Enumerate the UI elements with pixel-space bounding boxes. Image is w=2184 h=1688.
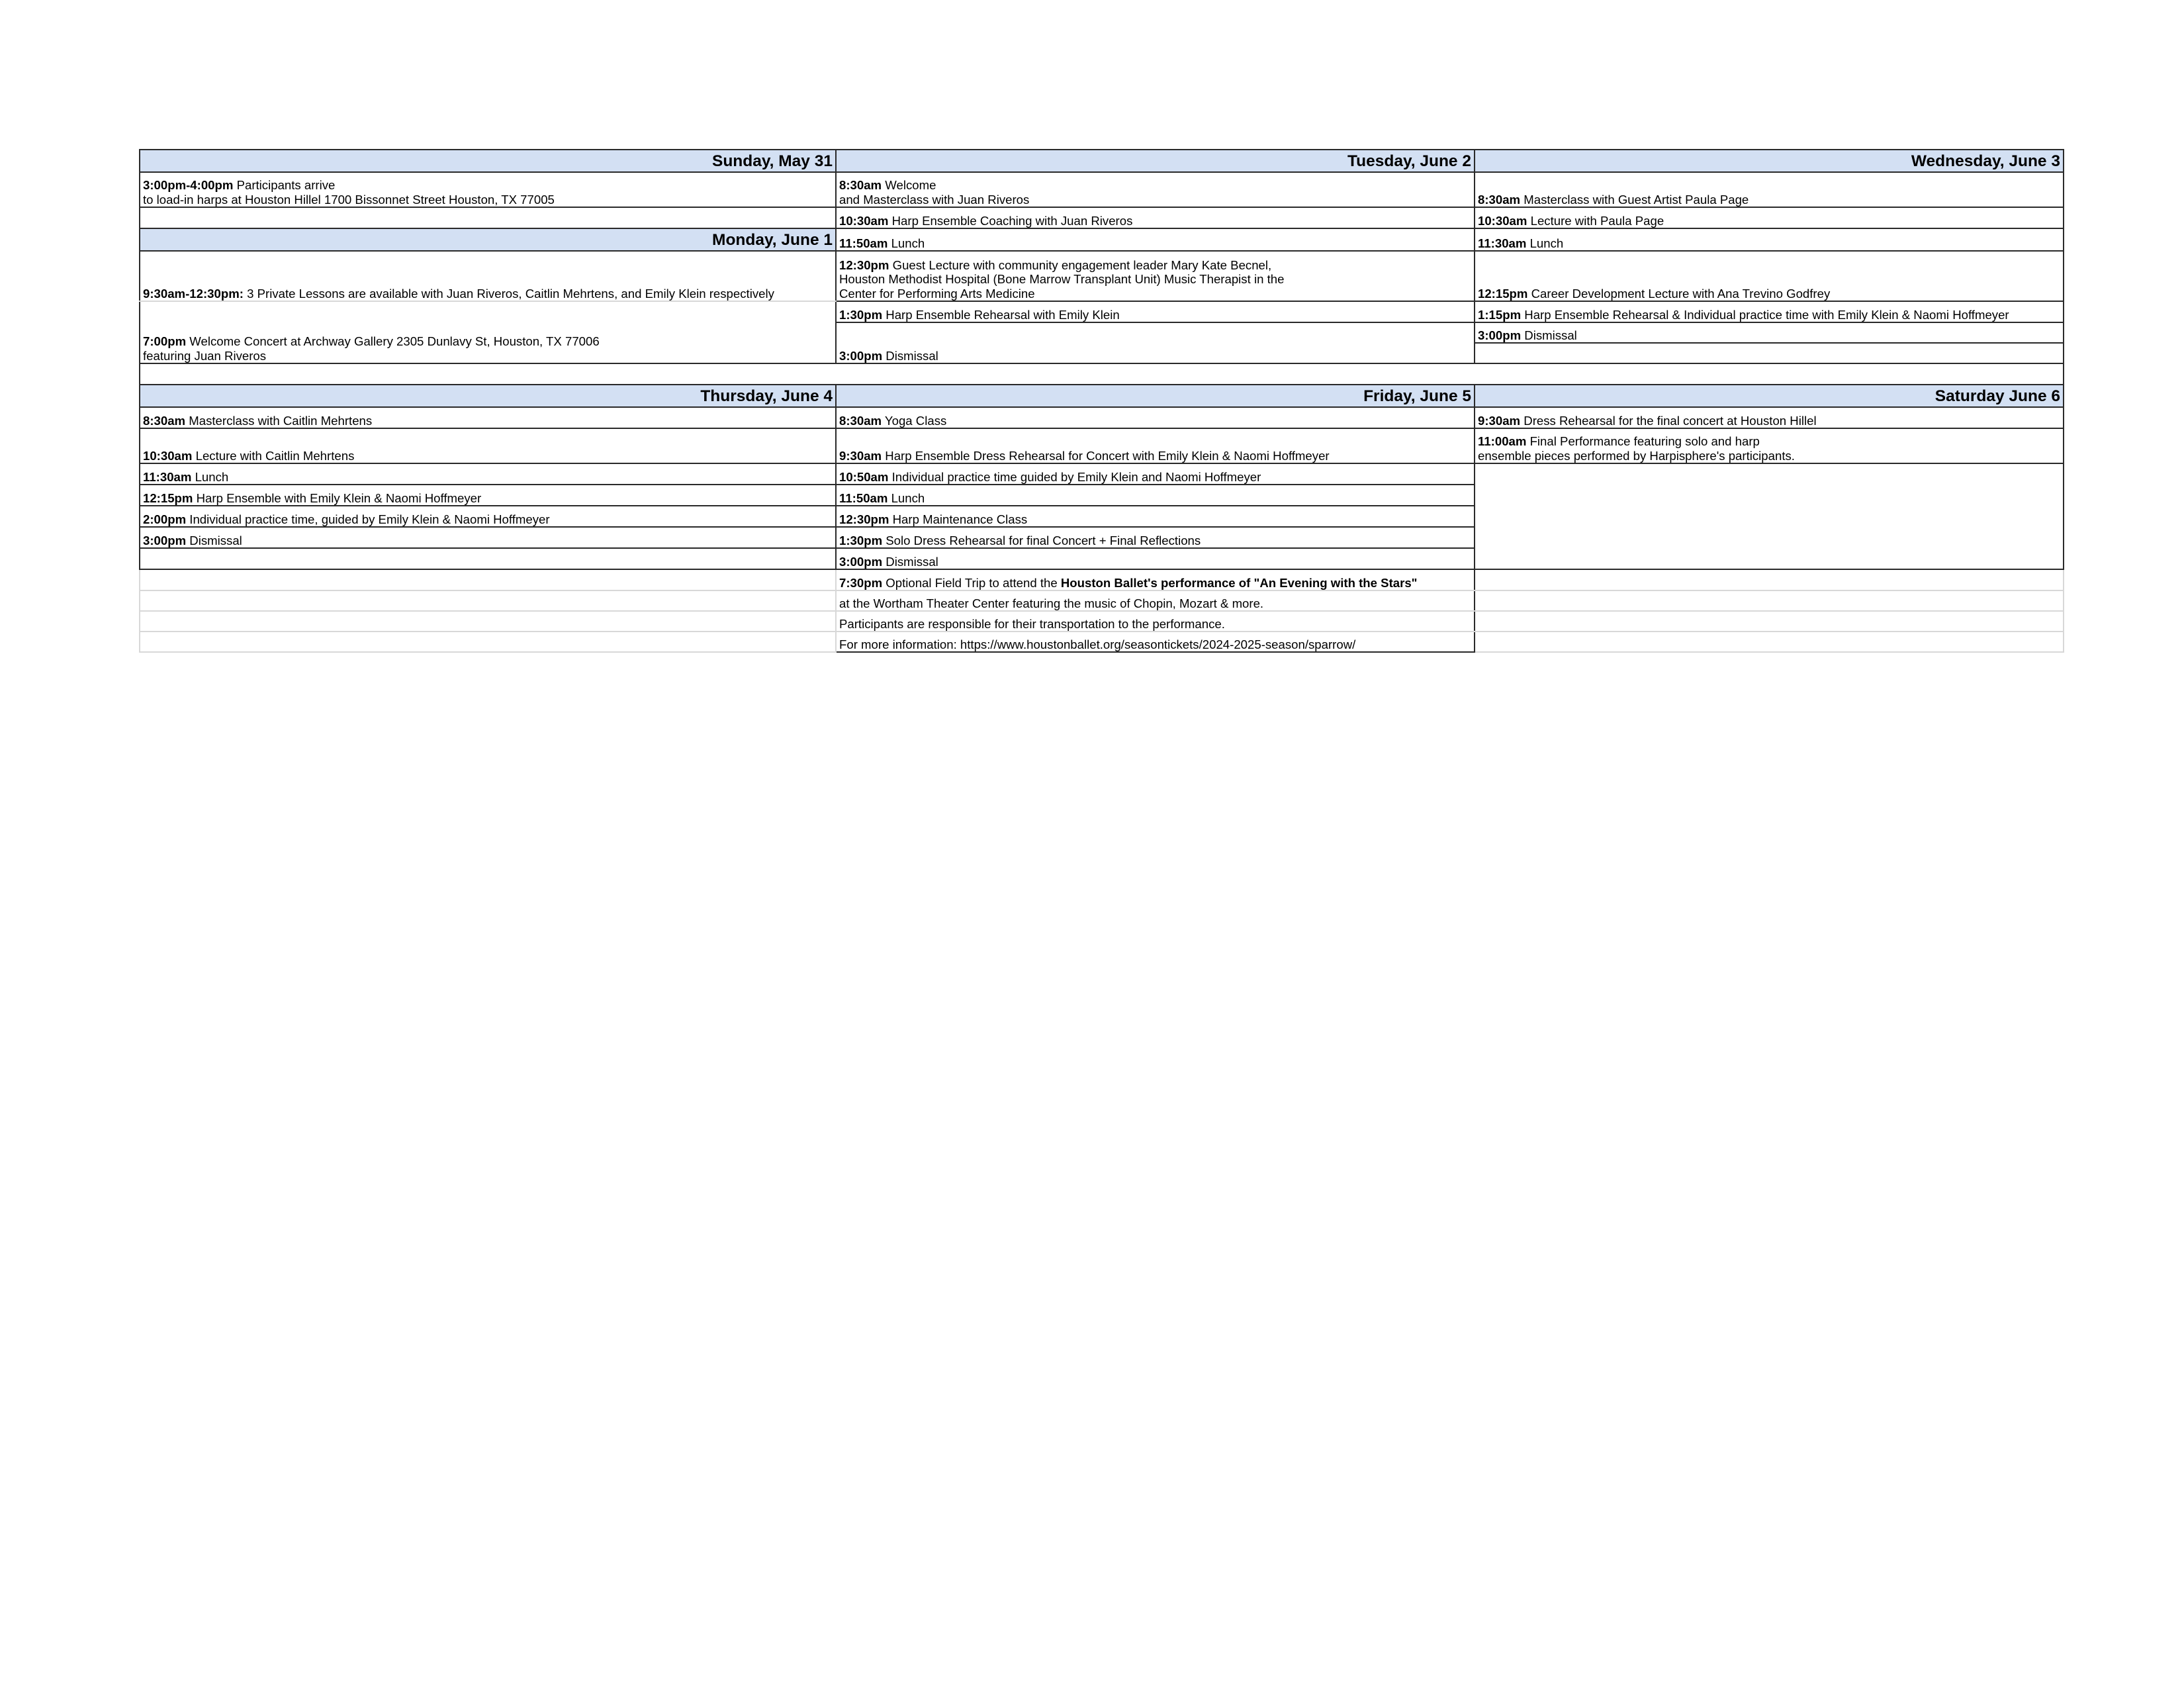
cell-monday-lessons: 9:30am-12:30pm: 3 Private Lessons are available with Juan Riveros, Caitlin Mehrtens, and Emily Klein respectively xyxy=(140,251,836,301)
cell-wednesday-masterclass: 8:30am Masterclass with Guest Artist Paula Page xyxy=(1475,172,2064,207)
cell-sunday-empty xyxy=(140,207,836,228)
time: 8:30am xyxy=(1478,192,1521,207)
cell-wednesday-dismissal: 3:00pm Dismissal xyxy=(1475,322,2064,343)
spacer-row xyxy=(140,363,2064,385)
time: 10:50am xyxy=(839,469,889,484)
time: 3:00pm-4:00pm xyxy=(143,178,234,192)
cell-friday-field-trip: 7:30pm Optional Field Trip to attend the Houston Ballet's performance of "An Evening with the Stars" xyxy=(836,569,1475,590)
cell-empty xyxy=(1475,569,2064,590)
cell-friday-trip-transport: Participants are responsible for their transportation to the performance. xyxy=(836,611,1475,632)
cell-empty xyxy=(1475,611,2064,632)
time: 7:00pm xyxy=(143,334,187,348)
time: 9:30am-12:30pm: xyxy=(143,286,244,301)
cell-friday-trip-info: For more information: https://www.houstonballet.org/seasontickets/2024-2025-season/sparrow/ xyxy=(836,632,1475,652)
time: 2:00pm xyxy=(143,512,187,526)
cell-thursday-lunch: 11:30am Lunch xyxy=(140,463,836,485)
time: 11:30am xyxy=(1478,236,1527,250)
time: 11:00am xyxy=(1478,434,1527,448)
time: 7:30pm xyxy=(839,575,883,590)
cell-saturday-empty xyxy=(1475,463,2064,569)
cell-wednesday-empty xyxy=(1475,343,2064,363)
cell-saturday-final: 11:00am Final Performance featuring solo and harp ensemble pieces performed by Harpisphere's participants. xyxy=(1475,428,2064,463)
cell-sunday-arrive: 3:00pm-4:00pm Participants arrive to load-in harps at Houston Hillel 1700 Bissonnet Street Houston, TX 77005 xyxy=(140,172,836,207)
cell-friday-lunch: 11:50am Lunch xyxy=(836,485,1475,506)
cell-thursday-lecture: 10:30am Lecture with Caitlin Mehrtens xyxy=(140,428,836,463)
cell-saturday-dress: 9:30am Dress Rehearsal for the final concert at Houston Hillel xyxy=(1475,407,2064,428)
header-tuesday: Tuesday, June 2 xyxy=(836,150,1475,172)
time: 3:00pm xyxy=(1478,328,1522,342)
header-sunday: Sunday, May 31 xyxy=(140,150,836,172)
time: 9:30am xyxy=(839,448,882,463)
cell-empty xyxy=(140,569,836,590)
cell-tuesday-guest-lecture: 12:30pm Guest Lecture with community engagement leader Mary Kate Becnel, Houston Methodist Hospital (Bone Marrow Transplant Unit) Music Therapist in the Center for Performing Arts Medicine xyxy=(836,251,1475,301)
cell-thursday-masterclass: 8:30am Masterclass with Caitlin Mehrtens xyxy=(140,407,836,428)
cell-empty xyxy=(1475,632,2064,652)
schedule-table xyxy=(139,149,2064,653)
cell-empty xyxy=(140,632,836,652)
cell-friday-maintenance: 12:30pm Harp Maintenance Class xyxy=(836,506,1475,527)
cell-wednesday-lunch: 11:30am Lunch xyxy=(1475,228,2064,251)
time: 12:30pm xyxy=(839,512,889,526)
cell-empty xyxy=(1475,590,2064,611)
cell-friday-trip-venue: at the Wortham Theater Center featuring the music of Chopin, Mozart & more. xyxy=(836,590,1475,611)
time: 3:00pm xyxy=(143,533,187,547)
time: 9:30am xyxy=(1478,413,1521,428)
cell-empty xyxy=(140,590,836,611)
time: 1:30pm xyxy=(839,307,883,322)
time: 10:30am xyxy=(143,448,193,463)
cell-wednesday-ensemble: 1:15pm Harp Ensemble Rehearsal & Individual practice time with Emily Klein & Naomi Hoffmeyer xyxy=(1475,301,2064,322)
time: 11:50am xyxy=(839,491,888,505)
time: 11:50am xyxy=(839,236,888,250)
header-thursday: Thursday, June 4 xyxy=(140,385,836,407)
cell-thursday-ensemble: 12:15pm Harp Ensemble with Emily Klein & Naomi Hoffmeyer xyxy=(140,485,836,506)
time: 8:30am xyxy=(839,178,882,192)
time: 3:00pm xyxy=(839,554,883,569)
time: 12:30pm xyxy=(839,258,889,272)
time: 3:00pm xyxy=(839,348,883,363)
cell-friday-solo: 1:30pm Solo Dress Rehearsal for final Concert + Final Reflections xyxy=(836,527,1475,548)
cell-tuesday-dismissal: 3:00pm Dismissal xyxy=(836,322,1475,363)
cell-tuesday-coaching: 10:30am Harp Ensemble Coaching with Juan Riveros xyxy=(836,207,1475,228)
header-saturday: Saturday June 6 xyxy=(1475,385,2064,407)
time: 10:30am xyxy=(1478,213,1527,228)
header-friday: Friday, June 5 xyxy=(836,385,1475,407)
cell-friday-dismissal: 3:00pm Dismissal xyxy=(836,548,1475,569)
cell-empty xyxy=(140,611,836,632)
cell-tuesday-welcome: 8:30am Welcome and Masterclass with Juan Riveros xyxy=(836,172,1475,207)
cell-tuesday-rehearsal: 1:30pm Harp Ensemble Rehearsal with Emily Klein xyxy=(836,301,1475,322)
cell-thursday-dismissal: 3:00pm Dismissal xyxy=(140,527,836,548)
time: 12:15pm xyxy=(1478,286,1528,301)
cell-wednesday-lecture: 10:30am Lecture with Paula Page xyxy=(1475,207,2064,228)
cell-tuesday-lunch: 11:50am Lunch xyxy=(836,228,1475,251)
cell-friday-practice: 10:50am Individual practice time guided by Emily Klein and Naomi Hoffmeyer xyxy=(836,463,1475,485)
cell-thursday-practice: 2:00pm Individual practice time, guided by Emily Klein & Naomi Hoffmeyer xyxy=(140,506,836,527)
time: 12:15pm xyxy=(143,491,193,505)
cell-friday-dress-rehearsal: 9:30am Harp Ensemble Dress Rehearsal for Concert with Emily Klein & Naomi Hoffmeyer xyxy=(836,428,1475,463)
time: 1:15pm xyxy=(1478,307,1522,322)
time: 11:30am xyxy=(143,469,192,484)
ballet-performance: Houston Ballet's performance of "An Evening with the Stars" xyxy=(1060,575,1418,590)
time: 8:30am xyxy=(839,413,882,428)
time: 10:30am xyxy=(839,213,889,228)
cell-wednesday-career: 12:15pm Career Development Lecture with Ana Trevino Godfrey xyxy=(1475,251,2064,301)
cell-friday-yoga: 8:30am Yoga Class xyxy=(836,407,1475,428)
cell-monday-concert: 7:00pm Welcome Concert at Archway Gallery 2305 Dunlavy St, Houston, TX 77006 featuring Juan Riveros xyxy=(140,301,836,363)
time: 1:30pm xyxy=(839,533,883,547)
header-monday: Monday, June 1 xyxy=(140,228,836,251)
header-wednesday: Wednesday, June 3 xyxy=(1475,150,2064,172)
time: 8:30am xyxy=(143,413,186,428)
cell-thursday-empty xyxy=(140,548,836,569)
